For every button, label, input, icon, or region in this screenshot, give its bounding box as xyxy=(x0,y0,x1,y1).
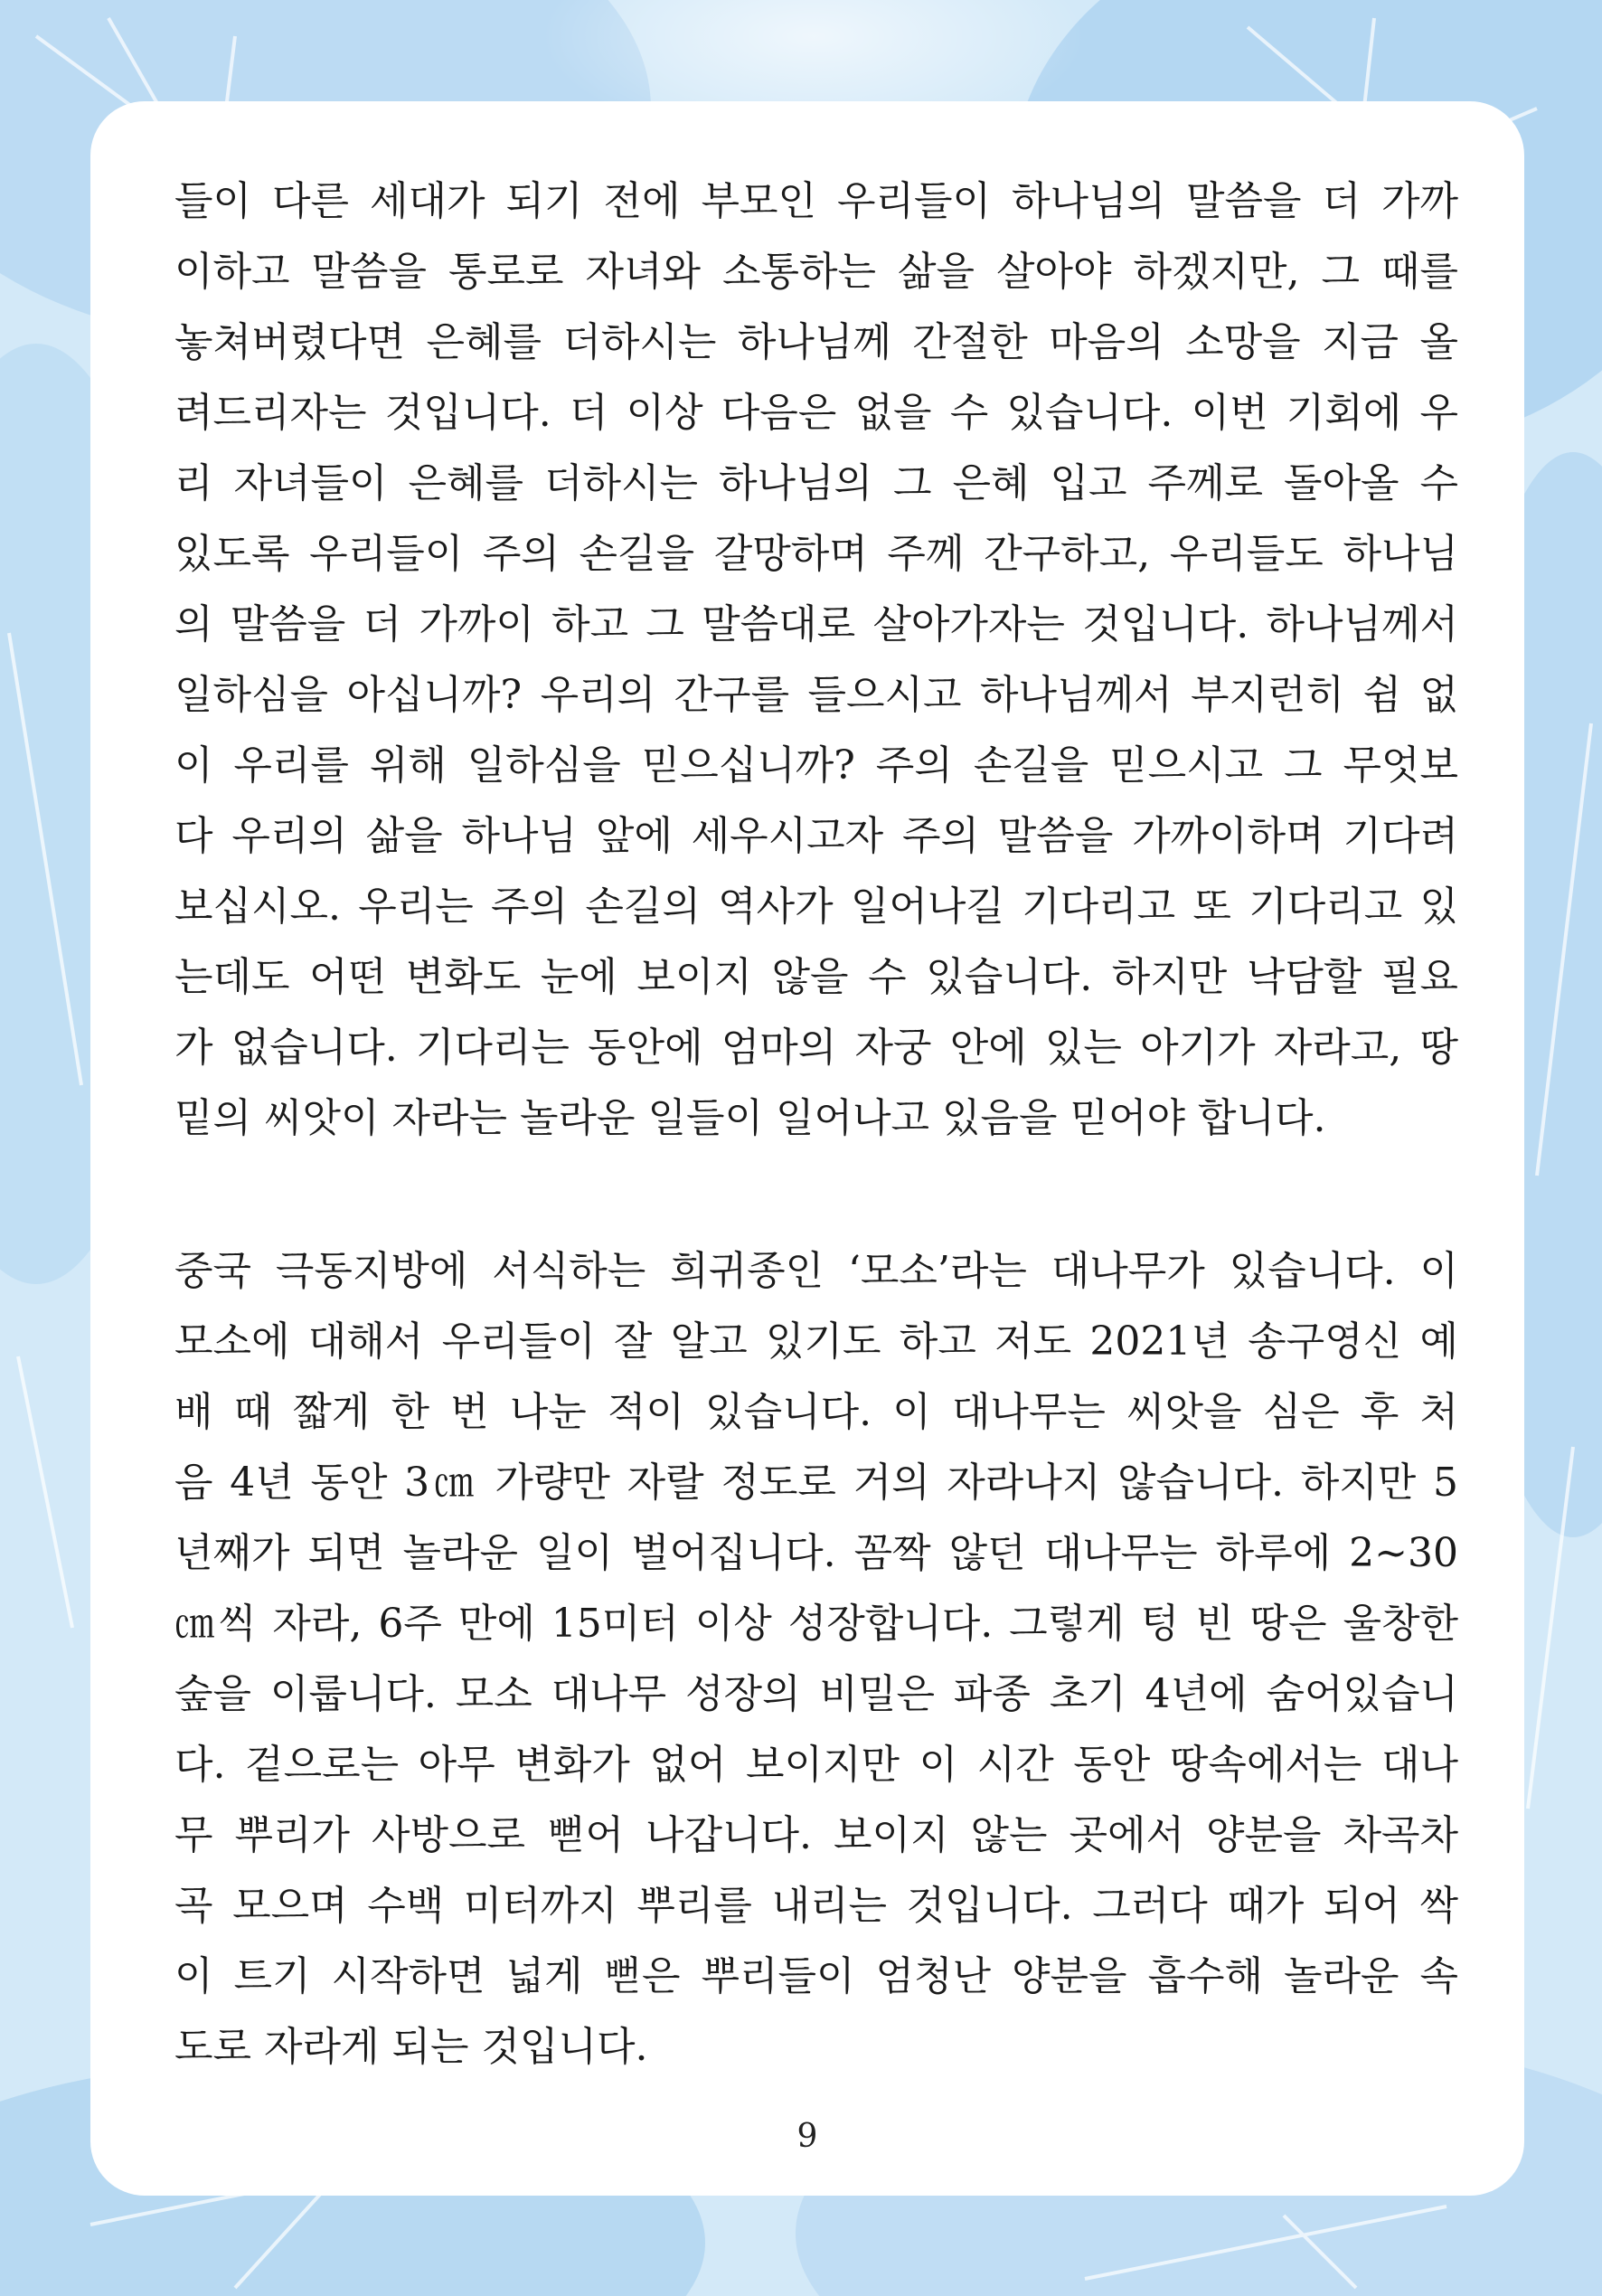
text-line: 중국 극동지방에 서식하는 희귀종인 ‘모소’라는 대나무가 있습니다. 이 xyxy=(174,1248,1458,1294)
text-line: 의 말씀을 더 가까이 하고 그 말씀대로 살아가자는 것입니다. 하나님께서 xyxy=(174,601,1458,647)
text-line: 이 우리를 위해 일하심을 믿으십니까? 주의 손길을 믿으시고 그 무엇보 xyxy=(174,742,1458,789)
text-line: 리 자녀들이 은혜를 더하시는 하나님의 그 은혜 입고 주께로 돌아올 수 xyxy=(174,460,1458,506)
text-line: 다. 겉으로는 아무 변화가 없어 보이지만 이 시간 동안 땅속에서는 대나 xyxy=(174,1742,1458,1788)
text-line: 는데도 어떤 변화도 눈에 보이지 않을 수 있습니다. 하지만 낙담할 필요 xyxy=(174,954,1458,1000)
text-line: 음 4년 동안 3㎝ 가량만 자랄 정도로 거의 자라나지 않습니다. 하지만 5 xyxy=(174,1460,1458,1506)
text-line: 보십시오. 우리는 주의 손길의 역사가 일어나길 기다리고 또 기다리고 있 xyxy=(174,883,1458,930)
text-line: 이하고 말씀을 통로로 자녀와 소통하는 삶을 살아야 하겠지만, 그 때를 xyxy=(174,249,1458,295)
text-line: 모소에 대해서 우리들이 잘 알고 있기도 하고 저도 2021년 송구영신 예 xyxy=(174,1318,1458,1365)
text-line: 무 뿌리가 사방으로 뻗어 나갑니다. 보이지 않는 곳에서 양분을 차곡차 xyxy=(174,1812,1458,1858)
paragraph-2 xyxy=(174,1236,1458,2083)
text-line: 놓쳐버렸다면 은혜를 더하시는 하나님께 간절한 마음의 소망을 지금 올 xyxy=(174,319,1458,365)
text-line: 이 트기 시작하면 넓게 뻗은 뿌리들이 엄청난 양분을 흡수해 놀라운 속 xyxy=(174,1953,1458,1999)
text-line: 다 우리의 삶을 하나님 앞에 세우시고자 주의 말씀을 가까이하며 기다려 xyxy=(174,813,1458,859)
text-line: ㎝씩 자라, 6주 만에 15미터 이상 성장합니다. 그렇게 텅 빈 땅은 울창한 xyxy=(174,1601,1458,1647)
page-card xyxy=(90,101,1524,2196)
text-line: 밑의 씨앗이 자라는 놀라운 일들이 일어나고 있음을 믿어야 합니다. xyxy=(174,1095,1326,1141)
paragraph-1 xyxy=(174,166,1458,1154)
text-line: 일하심을 아십니까? 우리의 간구를 들으시고 하나님께서 부지런히 쉼 없 xyxy=(174,672,1458,718)
text-line: 곡 모으며 수백 미터까지 뿌리를 내리는 것입니다. 그러다 때가 되어 싹 xyxy=(174,1883,1458,1929)
text-line: 려드리자는 것입니다. 더 이상 다음은 없을 수 있습니다. 이번 기회에 우 xyxy=(174,390,1458,436)
page-number: 9 xyxy=(796,2118,818,2155)
text-line: 들이 다른 세대가 되기 전에 부모인 우리들이 하나님의 말씀을 더 가까 xyxy=(174,178,1458,224)
text-line: 배 때 짧게 한 번 나눈 적이 있습니다. 이 대나무는 씨앗을 심은 후 처 xyxy=(174,1389,1458,1435)
text-line: 있도록 우리들이 주의 손길을 갈망하며 주께 간구하고, 우리들도 하나님 xyxy=(174,531,1458,577)
text-line: 가 없습니다. 기다리는 동안에 엄마의 자궁 안에 있는 아기가 자라고, 땅 xyxy=(174,1025,1458,1071)
text-line: 년째가 되면 놀라운 일이 벌어집니다. 꼼짝 않던 대나무는 하루에 2~30 xyxy=(174,1530,1458,1576)
text-line: 숲을 이룹니다. 모소 대나무 성장의 비밀은 파종 초기 4년에 숨어있습니 xyxy=(174,1671,1458,1717)
text-line: 도로 자라게 되는 것입니다. xyxy=(174,2024,648,2070)
